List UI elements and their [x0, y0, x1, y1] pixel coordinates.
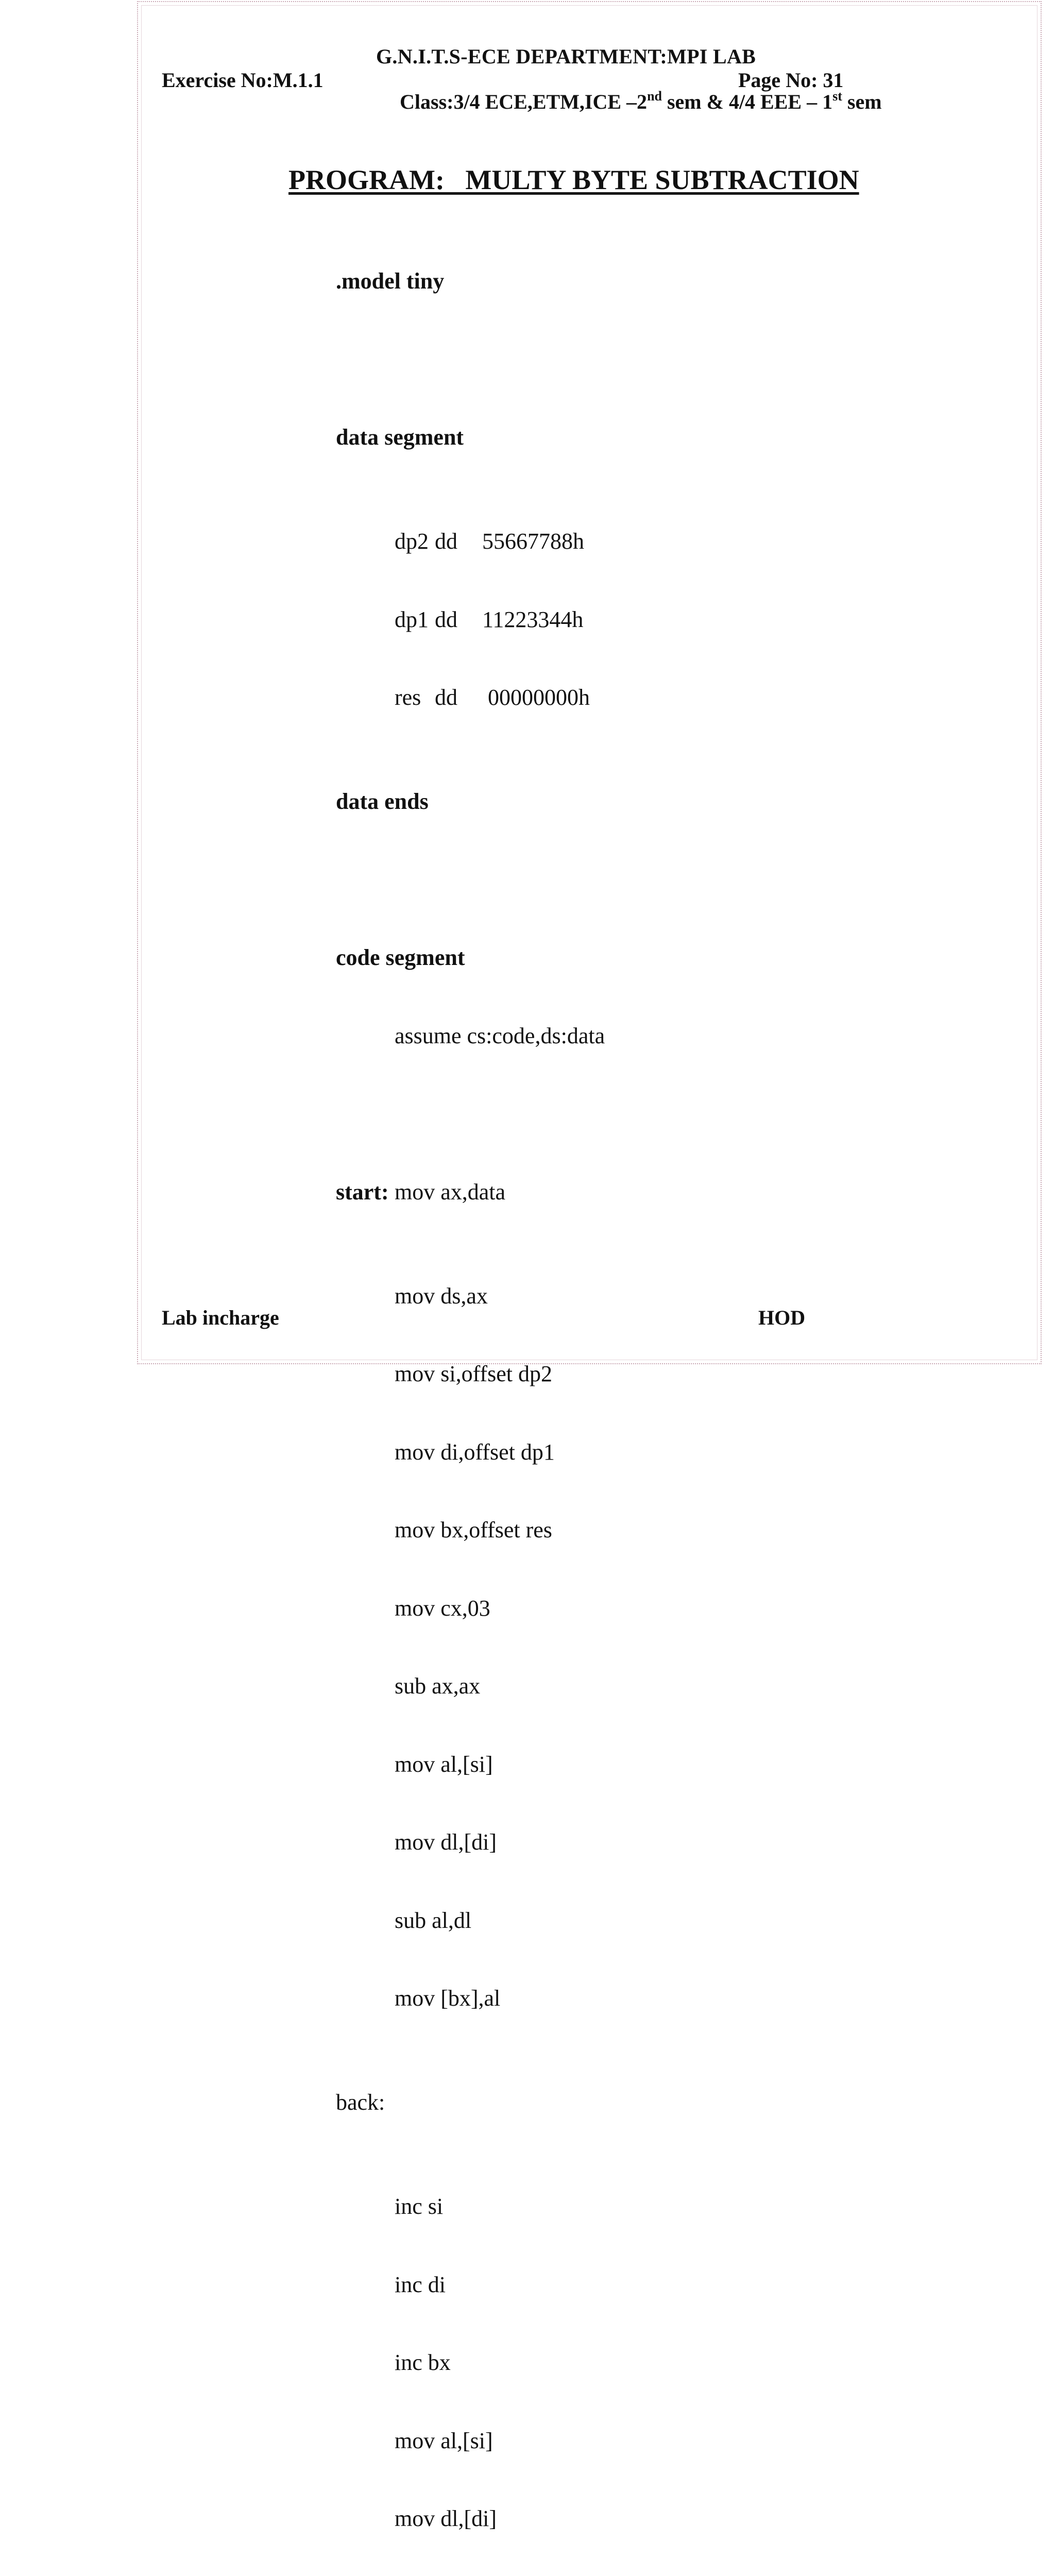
decl-type: dd — [435, 529, 457, 554]
start-line — [336, 1179, 605, 1206]
lab-incharge-signature-label: Lab incharge — [162, 1306, 279, 1329]
instruction-line — [336, 1596, 605, 1622]
assume-line — [336, 1023, 605, 1049]
data-decl-line — [336, 529, 605, 555]
decl-type: dd — [435, 606, 457, 632]
decl-value: 00000000h — [482, 685, 590, 710]
instruction-line — [336, 2350, 605, 2376]
data-decl-line — [336, 607, 605, 633]
assume-directive: assume cs:code,ds:data — [395, 1023, 605, 1048]
instruction: inc si — [395, 2194, 444, 2219]
instruction-line — [336, 1986, 605, 2012]
instruction-line — [336, 2194, 605, 2220]
instruction: mov ds,ax — [395, 1283, 488, 1309]
blank-line — [336, 867, 605, 893]
class-suffix: sem — [842, 90, 882, 113]
data-decl-line — [336, 685, 605, 711]
model-directive: .model tiny — [336, 268, 445, 294]
decl-name: dp2 — [395, 529, 429, 554]
class-mid: sem & 4/4 EEE – 1 — [661, 90, 833, 113]
instruction: mov si,offset dp2 — [395, 1361, 552, 1386]
decl-value: 55667788h — [482, 529, 584, 554]
code-segment-start: code segment — [336, 945, 465, 970]
back-label-line — [336, 2090, 605, 2116]
blank-line — [336, 347, 605, 373]
instruction: mov bx,offset res — [395, 1517, 552, 1543]
instruction-line — [336, 1829, 605, 1856]
instruction-line — [336, 1673, 605, 1700]
instruction: mov [bx],al — [395, 1986, 501, 2011]
instruction: inc di — [395, 2272, 446, 2297]
class-sup-st: st — [832, 89, 842, 104]
instruction-line — [336, 1283, 605, 1310]
instruction: sub al,dl — [395, 1907, 472, 1933]
class-line — [400, 90, 882, 114]
page-number: Page No: 31 — [738, 69, 844, 92]
institution-header: G.N.I.T.S-ECE DEPARTMENT:MPI LAB — [376, 45, 756, 68]
decl-name: dp1 — [395, 606, 429, 632]
decl-type: dd — [435, 685, 457, 710]
blank-line — [336, 1101, 605, 1127]
program-title: PROGRAM: MULTY BYTE SUBTRACTION — [288, 164, 859, 195]
instruction-line — [336, 1439, 605, 1466]
instruction: mov di,offset dp1 — [395, 1439, 555, 1465]
instruction-line — [336, 2428, 605, 2454]
instruction: mov cx,03 — [395, 1595, 490, 1621]
decl-name: res — [395, 685, 421, 710]
program-listing — [336, 216, 605, 2576]
instruction: mov al,[si] — [395, 2428, 493, 2453]
instruction: inc bx — [395, 2350, 451, 2375]
instruction-line — [336, 2272, 605, 2298]
data-segment-start: data segment — [336, 425, 464, 450]
instruction: mov dl,[di] — [395, 2506, 497, 2531]
class-sup-nd: nd — [647, 89, 662, 104]
instruction: mov ax,data — [395, 1179, 506, 1205]
instruction-line — [336, 1517, 605, 1544]
hod-signature-label: HOD — [758, 1306, 806, 1329]
instruction: sub ax,ax — [395, 1673, 481, 1699]
start-label: start: — [336, 1179, 389, 1205]
class-prefix: Class:3/4 ECE,ETM,ICE –2 — [400, 90, 648, 113]
instruction: mov al,[si] — [395, 1751, 493, 1777]
instruction-line — [336, 2506, 605, 2532]
back-label: back: — [336, 2090, 385, 2115]
instruction: mov dl,[di] — [395, 1829, 497, 1855]
exercise-number: Exercise No:M.1.1 — [162, 69, 324, 92]
instruction-line — [336, 1908, 605, 1934]
data-segment-end: data ends — [336, 789, 429, 814]
decl-value: 11223344h — [482, 606, 584, 632]
instruction-line — [336, 1752, 605, 1778]
